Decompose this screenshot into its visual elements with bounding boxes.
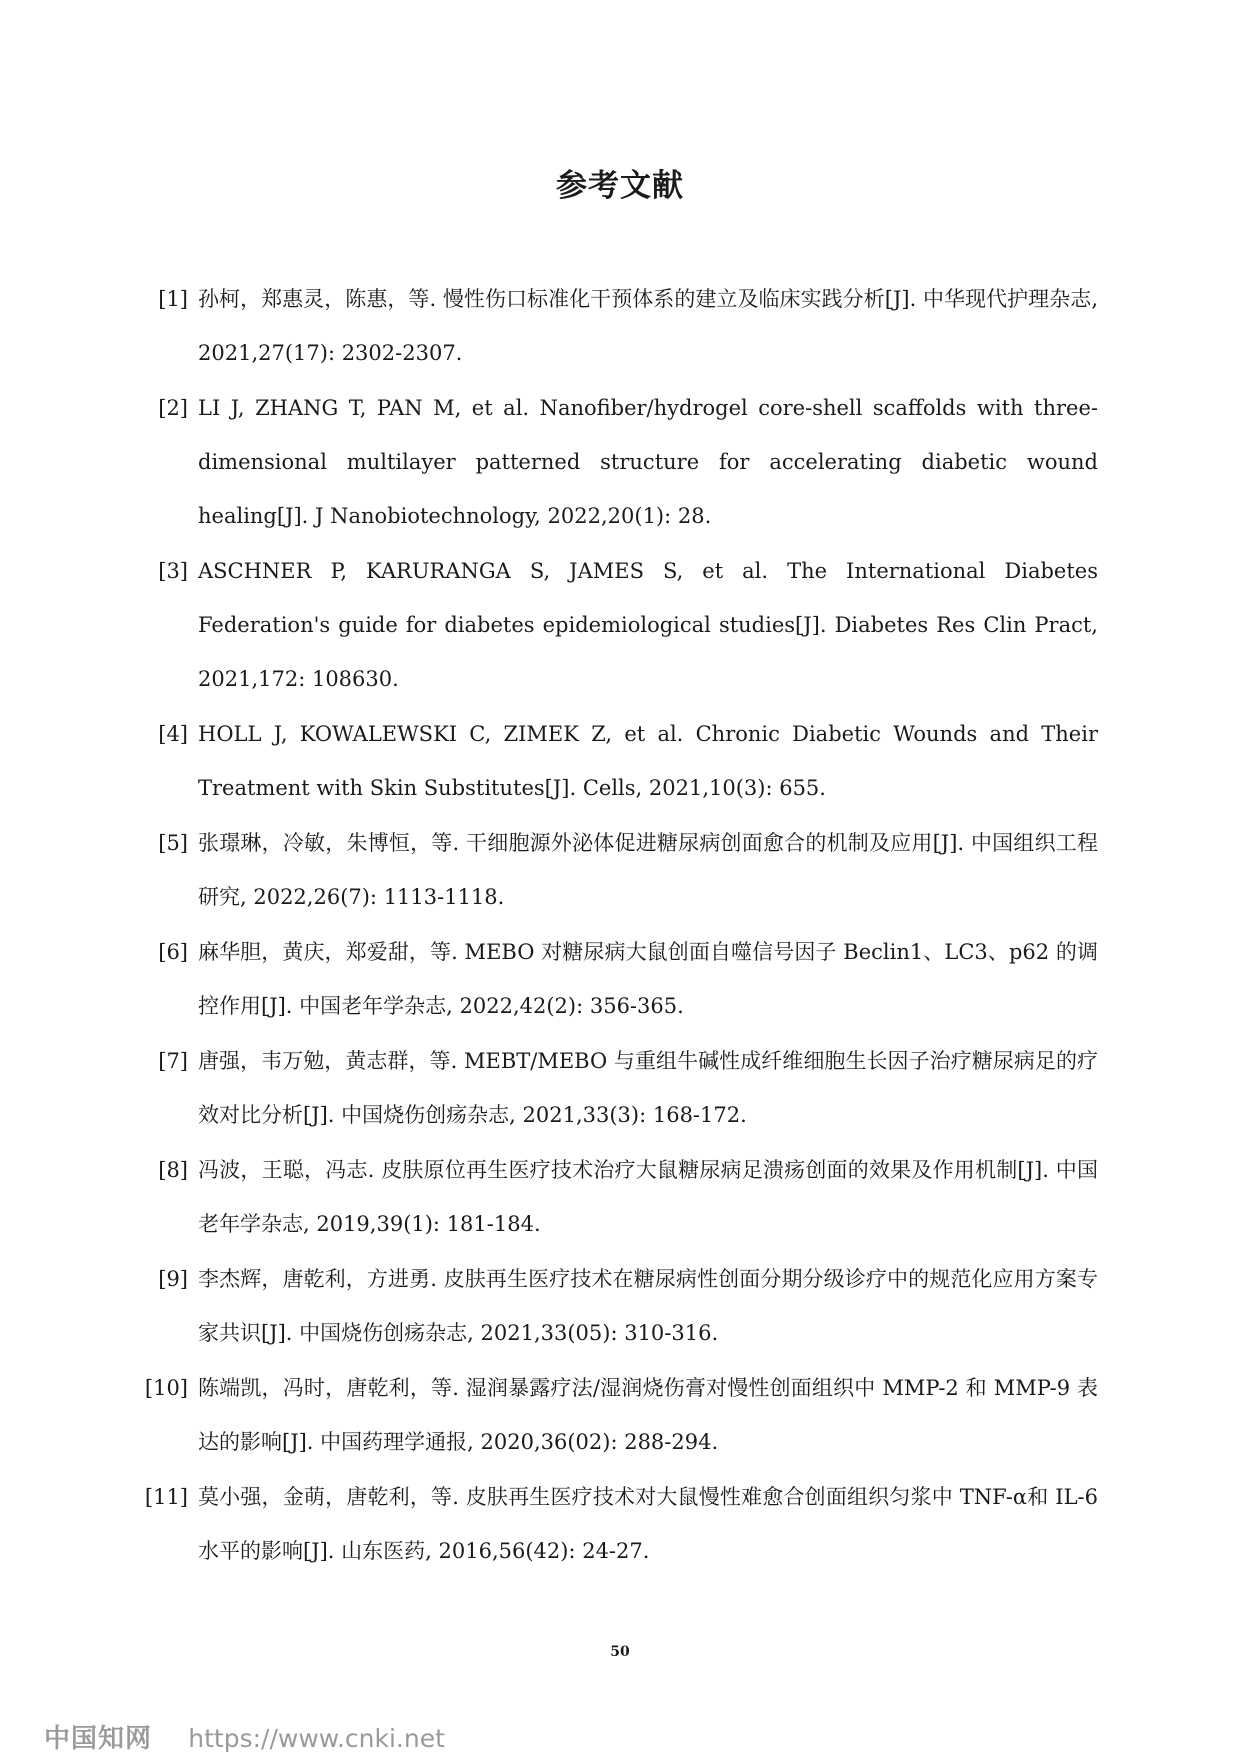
reference-number: [6] <box>158 940 188 964</box>
cnki-url[interactable]: https://www.cnki.net <box>188 1724 445 1753</box>
page-title: 参考文献 <box>556 168 684 204</box>
reference-item <box>0 544 1240 707</box>
cnki-watermark <box>44 1718 445 1755</box>
reference-item <box>0 1252 1240 1361</box>
reference-number: [9] <box>158 1267 188 1291</box>
reference-text: ASCHNER P, KARURANGA S, JAMES S, et al. The International Diabetes Federation's guide for diabetes epidemiological studies[J]. Diabetes Res Clin Pract, 2021,172: 108630. <box>198 559 1098 691</box>
reference-text: 唐强，韦万勉，黄志群，等. MEBT/MEBO 与重组牛碱性成纤维细胞生长因子治疗糖尿病足的疗效对比分析[J]. 中国烧伤创疡杂志, 2021,33(3): 168-172. <box>198 1049 1098 1127</box>
reference-item <box>0 707 1240 816</box>
reference-text: LI J, ZHANG T, PAN M, et al. Nanofiber/hydrogel core-shell scaffolds with three-dimensional multilayer patterned structure for accelerating diabetic wound healing[J]. J Nanobiotechnology, 2022,20(1): 28. <box>198 396 1098 528</box>
reference-number: [7] <box>158 1049 188 1073</box>
reference-text: 麻华胆，黄庆，郑爱甜，等. MEBO 对糖尿病大鼠创面自噬信号因子 Beclin1、LC3、p62 的调控作用[J]. 中国老年学杂志, 2022,42(2): 356-365. <box>198 940 1098 1018</box>
reference-list <box>0 272 1240 1579</box>
reference-item <box>0 1143 1240 1252</box>
reference-number: [5] <box>158 831 188 855</box>
reference-item <box>0 1470 1240 1579</box>
reference-item <box>0 1361 1240 1470</box>
reference-text: 张璟琳，冷敏，朱博恒，等. 干细胞源外泌体促进糖尿病创面愈合的机制及应用[J]. 中国组织工程研究, 2022,26(7): 1113-1118. <box>198 831 1098 909</box>
reference-number: [3] <box>158 559 188 583</box>
reference-text: 李杰辉，唐乾利，方进勇. 皮肤再生医疗技术在糖尿病性创面分期分级诊疗中的规范化应用方案专家共识[J]. 中国烧伤创疡杂志, 2021,33(05): 310-316. <box>198 1267 1098 1345</box>
reference-text: HOLL J, KOWALEWSKI C, ZIMEK Z, et al. Chronic Diabetic Wounds and Their Treatment with Skin Substitutes[J]. Cells, 2021,10(3): 655. <box>198 722 1098 800</box>
reference-number: [10] <box>144 1376 188 1400</box>
reference-item <box>0 1034 1240 1143</box>
reference-text: 陈端凯，冯时，唐乾利，等. 湿润暴露疗法/湿润烧伤膏对慢性创面组织中 MMP-2 和 MMP-9 表达的影响[J]. 中国药理学通报, 2020,36(02): 288-294. <box>198 1376 1098 1454</box>
reference-number: [4] <box>158 722 188 746</box>
reference-item <box>0 816 1240 925</box>
reference-number: [2] <box>158 396 188 420</box>
reference-item <box>0 381 1240 544</box>
cnki-logo: 中国知网 <box>44 1724 153 1754</box>
reference-number: [1] <box>158 287 188 311</box>
reference-item <box>0 272 1240 381</box>
reference-text: 孙柯，郑惠灵，陈惠，等. 慢性伤口标准化干预体系的建立及临床实践分析[J]. 中华现代护理杂志, 2021,27(17): 2302-2307. <box>198 287 1098 365</box>
reference-number: [11] <box>144 1485 188 1509</box>
reference-text: 冯波，王聪，冯志. 皮肤原位再生医疗技术治疗大鼠糖尿病足溃疡创面的效果及作用机制[J]. 中国老年学杂志, 2019,39(1): 181-184. <box>198 1158 1098 1236</box>
reference-text: 莫小强，金萌，唐乾利，等. 皮肤再生医疗技术对大鼠慢性难愈合创面组织匀浆中 TNF-α和 IL-6 水平的影响[J]. 山东医药, 2016,56(42): 24-27. <box>198 1485 1098 1563</box>
reference-number: [8] <box>158 1158 188 1182</box>
reference-item <box>0 925 1240 1034</box>
page-number: 50 <box>610 1644 630 1660</box>
